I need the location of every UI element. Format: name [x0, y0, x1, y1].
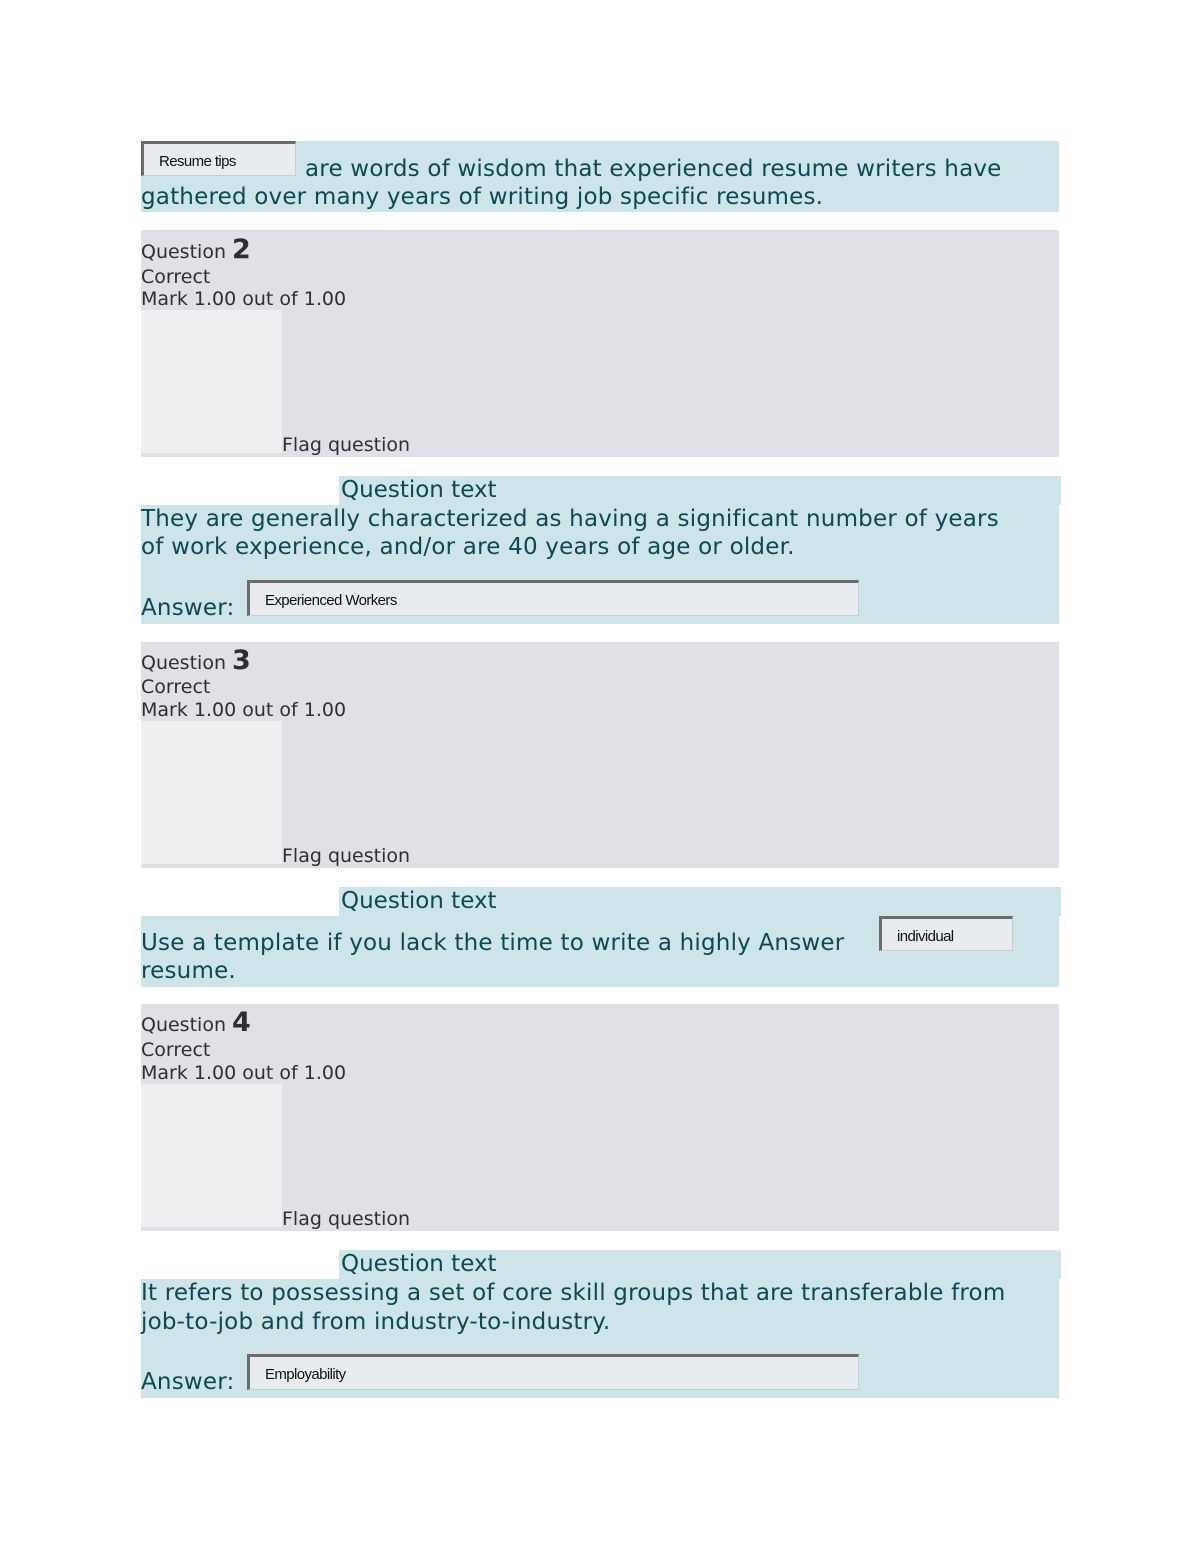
question-4-flag-icon[interactable] — [141, 1084, 282, 1227]
question-2-text-block — [141, 505, 1059, 624]
question-1-text-block — [141, 141, 1059, 212]
question-3-flag-question[interactable]: Flag question — [282, 845, 411, 867]
question-2-answer-input[interactable]: Experienced Workers — [247, 580, 859, 616]
question-4-text-line-1: It refers to possessing a set of core skill groups that are transferable from — [141, 1280, 1006, 1306]
question-3-header — [141, 645, 251, 676]
question-1-text-line-1: are words of wisdom that experienced resume writers have — [305, 156, 1002, 182]
question-4-text-line-2: job-to-job and from industry-to-industry. — [141, 1309, 611, 1335]
question-2-label: Question — [141, 241, 226, 263]
question-4-mark: Mark 1.00 out of 1.00 — [141, 1062, 347, 1084]
question-3-text-before-content: Use a template if you lack the time to write a highly — [141, 930, 751, 956]
question-2-number: 2 — [232, 234, 251, 265]
question-3-status: Correct — [141, 676, 211, 698]
question-2-status: Correct — [141, 266, 211, 288]
question-4-text-block — [141, 1279, 1059, 1398]
question-2-flag-icon[interactable] — [141, 310, 282, 453]
question-1-answer-field[interactable]: Resume tips — [141, 141, 296, 176]
question-2-header — [141, 234, 251, 265]
question-3-mark: Mark 1.00 out of 1.00 — [141, 699, 347, 721]
question-3-question-text-heading — [339, 887, 1061, 916]
question-2-mark: Mark 1.00 out of 1.00 — [141, 288, 347, 310]
question-4-flag-question[interactable]: Flag question — [282, 1208, 411, 1230]
question-3-answer-label: Answer — [758, 930, 845, 956]
question-3-text-after: resume. — [141, 958, 236, 984]
question-4-question-text-heading — [339, 1250, 1061, 1279]
question-3-number: 3 — [232, 645, 251, 676]
question-3-flag-icon[interactable] — [141, 721, 282, 864]
question-2-flag-question[interactable]: Flag question — [282, 434, 411, 456]
question-3-question-text-label: Question text — [341, 888, 497, 914]
question-4-label: Question — [141, 1014, 226, 1036]
question-4-answer-input[interactable]: Employability — [247, 1354, 859, 1390]
question-2-info — [141, 230, 1059, 457]
question-4-answer-label: Answer: — [141, 1369, 235, 1395]
question-3-text-block — [141, 916, 1059, 987]
question-4-status: Correct — [141, 1039, 211, 1061]
question-3-label: Question — [141, 652, 226, 674]
question-2-text-line-1: They are generally characterized as having a significant number of years — [141, 506, 999, 532]
question-2-question-text-label: Question text — [341, 477, 497, 503]
question-4-info — [141, 1004, 1059, 1231]
question-3-answer-input[interactable]: individual — [879, 916, 1013, 951]
question-4-question-text-label: Question text — [341, 1251, 497, 1277]
question-2-question-text-heading — [339, 476, 1061, 505]
question-4-number: 4 — [232, 1007, 251, 1038]
question-3-info — [141, 642, 1059, 868]
question-3-text-before — [141, 929, 844, 958]
question-2-text-line-2: of work experience, and/or are 40 years of age or older. — [141, 534, 795, 560]
question-2-answer-label: Answer: — [141, 595, 235, 621]
question-4-header — [141, 1007, 251, 1038]
question-1-text-line-2: gathered over many years of writing job specific resumes. — [141, 184, 824, 210]
